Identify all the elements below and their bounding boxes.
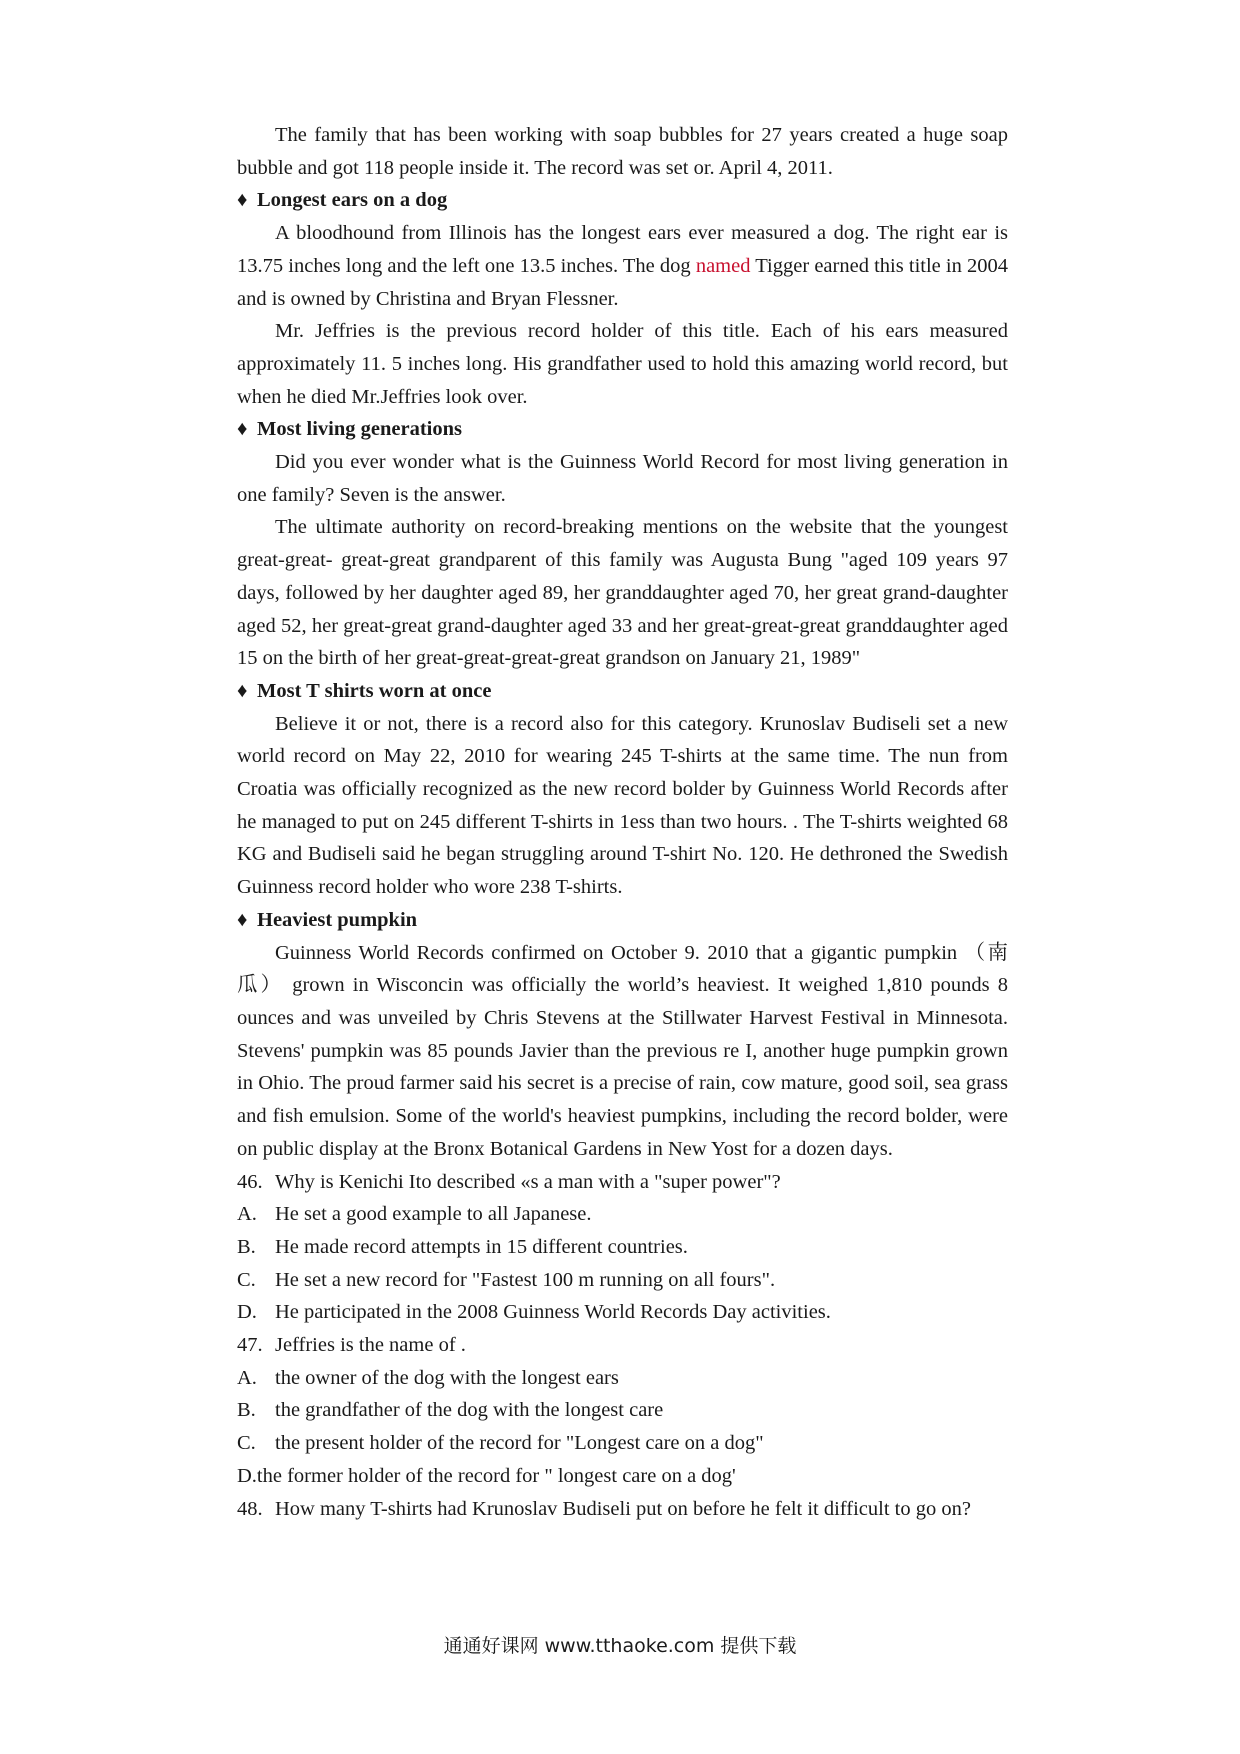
question-number: 46. xyxy=(237,1170,263,1193)
question-text: Why is Kenichi Ito described «s a man with a "super power"? xyxy=(275,1170,781,1193)
heading-text: Most living generations xyxy=(257,418,462,441)
option-46-a xyxy=(237,1198,1008,1231)
option-letter: D. xyxy=(237,1301,257,1324)
paragraph-bloodhound xyxy=(237,217,1008,315)
question-47 xyxy=(237,1329,1008,1362)
heading-heaviest-pumpkin xyxy=(237,904,1008,937)
option-47-c xyxy=(237,1427,1008,1460)
heading-longest-ears xyxy=(237,184,1008,217)
option-text: the grandfather of the dog with the longest care xyxy=(275,1399,664,1422)
heading-living-generations xyxy=(237,413,1008,446)
document-body xyxy=(237,119,1008,1525)
option-46-d xyxy=(237,1296,1008,1329)
paragraph-soap-bubble: The family that has been working with soap bubbles for 27 years created a huge soap bubble and got 118 people inside it. The record was set or. April 4, 2011. xyxy=(237,124,1008,179)
option-47-d: D.the former holder of the record for " longest care on a dog' xyxy=(237,1464,736,1487)
heading-t-shirts xyxy=(237,675,1008,708)
option-text: He made record attempts in 15 different countries. xyxy=(275,1235,688,1258)
heading-text: Most T shirts worn at once xyxy=(257,679,492,702)
diamond-bullet-icon: ♦ xyxy=(237,189,248,212)
option-46-c xyxy=(237,1264,1008,1297)
paragraph-generations-question: Did you ever wonder what is the Guinness World Record for most living generation in one family? Seven is the answer. xyxy=(237,451,1008,506)
heading-text: Longest ears on a dog xyxy=(257,189,448,212)
paragraph-t-shirts: Believe it or not, there is a record also for this category. Krunoslav Budiseli set a new world record on May 22, 2010 for wearing 245 T-shirts at the same time. The nun from Croatia was officially recognized as the new record bolder by Guinness World Records after he managed to put on 245 different T-shirts in 1ess than two hours. . The T-shirts weighted 68 KG and Budiseli said he began struggling around T-shirt No. 120. He dethroned the Swedish Guinness record holder who wore 238 T-shirts. xyxy=(237,712,1008,899)
option-letter: A. xyxy=(237,1203,257,1226)
heading-text: Heaviest pumpkin xyxy=(257,908,418,931)
option-47-a xyxy=(237,1362,1008,1395)
option-47-b xyxy=(237,1394,1008,1427)
paragraph-generations-detail: The ultimate authority on record-breaking mentions on the website that the youngest great-great- great-great grandparent of this family was Augusta Bung "aged 109 years 97 days, followed by her daughter aged 89, her granddaughter aged 70, her great grand-daughter aged 52, her great-great grand-daughter aged 33 and her great-great-great granddaughter aged 15 on the birth of her great-great-great-great grandson on January 21, 1989" xyxy=(237,516,1008,670)
option-text: He set a good example to all Japanese. xyxy=(275,1203,592,1226)
question-text: How many T-shirts had Krunoslav Budiseli put on before he felt it difficult to go on? xyxy=(275,1497,971,1520)
option-letter: A. xyxy=(237,1366,257,1389)
text-run: A bloodhound from Illinois has the longest ears ever measured a dog. The right ear is 13.75 inches long and the left one 13.5 inches. The dog xyxy=(237,222,1008,277)
option-letter: C. xyxy=(237,1432,256,1455)
paragraph-jeffries: Mr. Jeffries is the previous record holder of this title. Each of his ears measured approximately 11. 5 inches long. His grandfather used to hold this amazing world record, but when he died Mr.Jeffries look over. xyxy=(237,320,1008,408)
option-text: He participated in the 2008 Guinness World Records Day activities. xyxy=(275,1301,831,1324)
highlighted-word: named xyxy=(695,254,751,277)
page-footer: 通通好课网 www.tthaoke.com 提供下载 xyxy=(443,1635,797,1657)
diamond-bullet-icon: ♦ xyxy=(237,418,248,441)
question-46 xyxy=(237,1166,1008,1199)
paragraph-pumpkin: Guinness World Records confirmed on October 9. 2010 that a gigantic pumpkin （南瓜） grown in Wisconcin was officially the world’s heaviest. It weighed 1,810 pounds 8 ounces and was unveiled by Chris Stevens at the Stillwater Harvest Festival in Minnesota. Stevens' pumpkin was 85 pounds Javier than the previous re I, another huge pumpkin grown in Ohio. The proud farmer said his secret is a precise of rain, cow mature, good soil, sea grass and fish emulsion. Some of the world's heaviest pumpkins, including the record bolder, were on public display at the Bronx Botanical Gardens in New Yost for a dozen days. xyxy=(237,941,1008,1160)
question-number: 48. xyxy=(237,1497,263,1520)
option-text: the present holder of the record for "Longest care on a dog" xyxy=(275,1432,764,1455)
diamond-bullet-icon: ♦ xyxy=(237,679,248,702)
option-letter: B. xyxy=(237,1399,256,1422)
text-run: Tigger earned this title in 2004 and is owned by Christina and Bryan Flessner. xyxy=(237,254,1009,310)
option-text: the owner of the dog with the longest ears xyxy=(275,1366,619,1389)
option-letter: B. xyxy=(237,1235,256,1258)
option-text: He set a new record for "Fastest 100 m running on all fours". xyxy=(275,1268,776,1291)
question-48 xyxy=(237,1493,1008,1526)
question-number: 47. xyxy=(237,1334,263,1357)
option-letter: C. xyxy=(237,1268,256,1291)
question-text: Jeffries is the name of . xyxy=(275,1334,466,1357)
option-46-b xyxy=(237,1231,1008,1264)
diamond-bullet-icon: ♦ xyxy=(237,908,248,931)
